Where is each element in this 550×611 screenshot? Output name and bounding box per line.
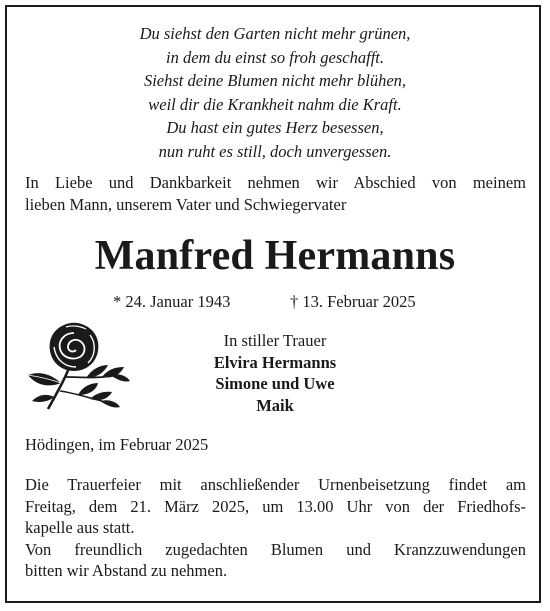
service-line: Die Trauerfeier mit anschließender Urnenbeisetzung findet am <box>25 475 526 494</box>
service-text <box>25 474 526 582</box>
mourners-block <box>160 330 390 416</box>
service-line: bitten wir Abstand zu nehmen. <box>25 561 228 580</box>
mourner-name: Elvira Hermanns <box>213 352 337 372</box>
death-date: † 13. Februar 2025 <box>290 292 416 311</box>
place-date: Hödingen, im Februar 2025 <box>25 435 209 454</box>
intro-line: In Liebe und Dankbarkeit nehmen wir Abschied von meinem <box>25 173 526 192</box>
poem <box>0 22 550 163</box>
poem-line: Du siehst den Garten nicht mehr grünen, <box>139 24 411 43</box>
poem-line: nun ruht es still, doch unvergessen. <box>158 141 392 161</box>
mourners-heading: In stiller Trauer <box>223 331 327 350</box>
poem-line: Siehst deine Blumen nicht mehr blühen, <box>143 71 407 90</box>
poem-line: Du hast ein gutes Herz besessen, <box>166 118 384 137</box>
poem-line: in dem du einst so froh geschafft. <box>166 47 384 67</box>
intro-line: lieben Mann, unserem Vater und Schwiegervater <box>25 195 347 214</box>
mourner-name: Maik <box>256 395 294 415</box>
mourner-name: Simone und Uwe <box>215 374 335 393</box>
service-line: Freitag, dem 21. März 2025, um 13.00 Uhr von der Friedhofs- <box>25 496 526 516</box>
birth-date: * 24. Januar 1943 <box>113 292 231 311</box>
poem-line: weil dir die Krankheit nahm die Kraft. <box>148 94 402 114</box>
service-line: Von freundlich zugedachten Blumen und Kranzzuwendungen <box>25 539 526 559</box>
intro-text <box>25 172 526 216</box>
service-line: kapelle aus statt. <box>25 518 135 537</box>
deceased-name: Manfred Hermanns <box>94 233 456 279</box>
rose-icon <box>20 317 138 412</box>
